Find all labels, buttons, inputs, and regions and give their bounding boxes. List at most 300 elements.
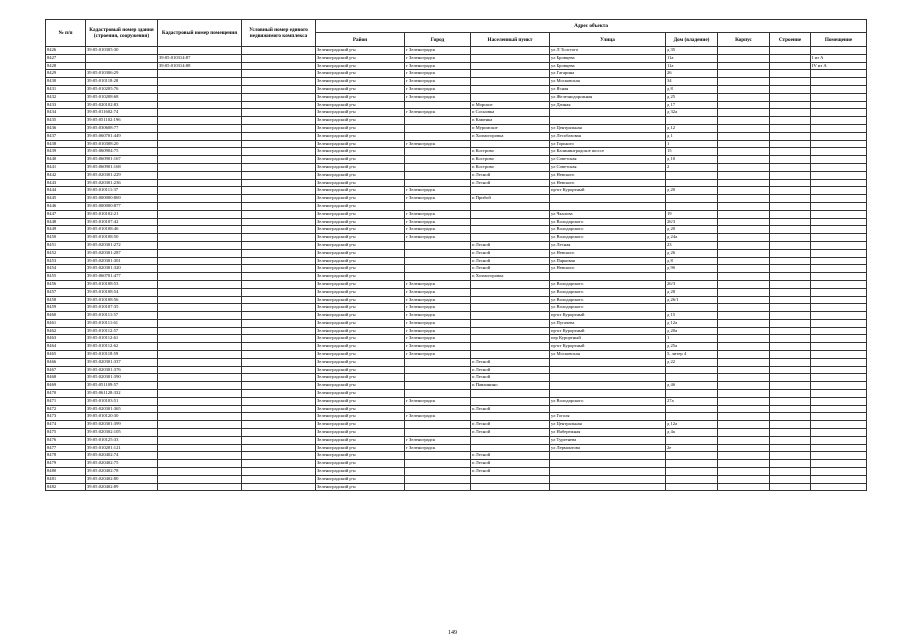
cell-pomeshchenie xyxy=(811,132,867,140)
table-row xyxy=(46,234,867,242)
cell-stroenie xyxy=(770,124,811,132)
cell-complex-number xyxy=(242,257,316,265)
cell-stroenie xyxy=(770,366,811,374)
cell-korpus xyxy=(718,210,770,218)
cell-stroenie xyxy=(770,327,811,335)
cell-cadastral-room xyxy=(158,444,242,452)
cell-cadastral-building: 39:05:010111:61 xyxy=(86,319,158,327)
cell-district: Зеленоградский р-н xyxy=(316,156,405,164)
cell-settlement xyxy=(471,47,550,55)
cell-district: Зеленоградский р-н xyxy=(316,171,405,179)
header-house: Дом (владение) xyxy=(666,33,718,47)
cell-stroenie xyxy=(770,234,811,242)
cell-city xyxy=(405,257,471,265)
cell-complex-number xyxy=(242,405,316,413)
cell-stroenie xyxy=(770,475,811,483)
cell-stroenie xyxy=(770,296,811,304)
cell-row-num: 8437 xyxy=(46,132,86,140)
cell-pomeshchenie xyxy=(811,85,867,93)
cell-settlement xyxy=(471,390,550,398)
cell-row-num: 8456 xyxy=(46,280,86,288)
cell-stroenie xyxy=(770,335,811,343)
cell-city: г Зеленоградск xyxy=(405,413,471,421)
cell-cadastral-building: 39:05:020402:89 xyxy=(86,483,158,491)
cell-complex-number xyxy=(242,140,316,148)
cell-cadastral-building: 39:05:060901:167 xyxy=(86,156,158,164)
cell-cadastral-room xyxy=(158,249,242,257)
cell-cadastral-room xyxy=(158,132,242,140)
cell-korpus xyxy=(718,54,770,62)
cell-row-num: 8447 xyxy=(46,210,86,218)
cell-korpus xyxy=(718,405,770,413)
cell-complex-number xyxy=(242,124,316,132)
cell-pomeshchenie xyxy=(811,327,867,335)
cell-korpus xyxy=(718,366,770,374)
cell-city: г Зеленоградск xyxy=(405,397,471,405)
cell-complex-number xyxy=(242,241,316,249)
cell-house xyxy=(666,117,718,125)
cell-street xyxy=(550,273,666,281)
cell-pomeshchenie xyxy=(811,257,867,265)
cell-stroenie xyxy=(770,218,811,226)
table-row xyxy=(46,280,867,288)
cell-pomeshchenie xyxy=(811,187,867,195)
header-cadastral-building: Кадастровый номер здания (строения, сооружения) xyxy=(86,20,158,47)
cell-cadastral-building: 39:05:020301:287 xyxy=(86,249,158,257)
cell-district: Зеленоградский р-н xyxy=(316,109,405,117)
cell-house xyxy=(666,436,718,444)
cell-cadastral-room xyxy=(158,374,242,382)
table-row xyxy=(46,187,867,195)
cell-house: 1 xyxy=(666,140,718,148)
cell-cadastral-room xyxy=(158,124,242,132)
cell-row-num: 8478 xyxy=(46,452,86,460)
cell-stroenie xyxy=(770,163,811,171)
cell-stroenie xyxy=(770,413,811,421)
cell-korpus xyxy=(718,421,770,429)
cell-settlement xyxy=(471,312,550,320)
cell-cadastral-room xyxy=(158,358,242,366)
cell-complex-number xyxy=(242,156,316,164)
cell-cadastral-building: 39:05:011602:74 xyxy=(86,109,158,117)
cell-cadastral-building: 39:05:051102:196 xyxy=(86,117,158,125)
table-row xyxy=(46,101,867,109)
cell-pomeshchenie xyxy=(811,397,867,405)
cell-pomeshchenie xyxy=(811,70,867,78)
cell-stroenie xyxy=(770,210,811,218)
cell-cadastral-room xyxy=(158,171,242,179)
header-korpus: Корпус xyxy=(718,33,770,47)
cell-house xyxy=(666,483,718,491)
table-header xyxy=(46,20,867,47)
table-row xyxy=(46,468,867,476)
cell-settlement: п Холмогоровка xyxy=(471,273,550,281)
cell-settlement: п Павлинино xyxy=(471,382,550,390)
cell-house xyxy=(666,374,718,382)
cell-house xyxy=(666,273,718,281)
cell-street: пр-кт Курортный xyxy=(550,187,666,195)
cell-korpus xyxy=(718,312,770,320)
cell-settlement xyxy=(471,351,550,359)
cell-complex-number xyxy=(242,421,316,429)
cell-settlement xyxy=(471,54,550,62)
cell-row-num: 8482 xyxy=(46,483,86,491)
cell-pomeshchenie xyxy=(811,140,867,148)
cell-row-num: 8469 xyxy=(46,382,86,390)
cell-korpus xyxy=(718,85,770,93)
cell-house: д 32а xyxy=(666,109,718,117)
cell-city xyxy=(405,475,471,483)
cell-city: г Зеленоградск xyxy=(405,444,471,452)
cell-cadastral-building: 39:05:010118:28 xyxy=(86,78,158,86)
cell-row-num: 8430 xyxy=(46,78,86,86)
cell-korpus xyxy=(718,241,770,249)
cell-row-num: 8443 xyxy=(46,179,86,187)
table-row xyxy=(46,265,867,273)
cell-house xyxy=(666,475,718,483)
cell-stroenie xyxy=(770,312,811,320)
cell-city xyxy=(405,117,471,125)
cell-complex-number xyxy=(242,436,316,444)
cell-city: г Зеленоградск xyxy=(405,47,471,55)
table-row xyxy=(46,117,867,125)
cell-pomeshchenie xyxy=(811,452,867,460)
cell-row-num: 8446 xyxy=(46,202,86,210)
cell-district: Зеленоградский р-н xyxy=(316,234,405,242)
cell-cadastral-building: 39:05:060901:168 xyxy=(86,163,158,171)
cell-settlement xyxy=(471,475,550,483)
cell-district: Зеленоградский р-н xyxy=(316,132,405,140)
cell-stroenie xyxy=(770,405,811,413)
cell-street: ул Лермонтова xyxy=(550,444,666,452)
cell-stroenie xyxy=(770,241,811,249)
cell-cadastral-room xyxy=(158,429,242,437)
cell-district: Зеленоградский р-н xyxy=(316,429,405,437)
cell-district: Зеленоградский р-н xyxy=(316,70,405,78)
cell-district: Зеленоградский р-н xyxy=(316,444,405,452)
cell-row-num: 8463 xyxy=(46,335,86,343)
cell-stroenie xyxy=(770,483,811,491)
cell-cadastral-building: 39:05:020301:301 xyxy=(86,257,158,265)
cell-cadastral-building: 39:05:000000:869 xyxy=(86,195,158,203)
cell-complex-number xyxy=(242,296,316,304)
cell-house xyxy=(666,179,718,187)
table-row xyxy=(46,444,867,452)
cell-district: Зеленоградский р-н xyxy=(316,210,405,218)
cell-cadastral-room xyxy=(158,304,242,312)
cell-district: Зеленоградский р-н xyxy=(316,374,405,382)
cell-house: д 24а xyxy=(666,234,718,242)
cell-cadastral-room xyxy=(158,234,242,242)
cell-pomeshchenie xyxy=(811,335,867,343)
cell-cadastral-room xyxy=(158,475,242,483)
cell-cadastral-building: 39:05:020102:83 xyxy=(86,101,158,109)
cell-district: Зеленоградский р-н xyxy=(316,179,405,187)
cell-pomeshchenie xyxy=(811,163,867,171)
cell-cadastral-building: 39:05:020402:75 xyxy=(86,460,158,468)
cell-district: Зеленоградский р-н xyxy=(316,343,405,351)
cell-city xyxy=(405,124,471,132)
cell-cadastral-room xyxy=(158,226,242,234)
cell-row-num: 8432 xyxy=(46,93,86,101)
cell-complex-number xyxy=(242,319,316,327)
cell-street xyxy=(550,117,666,125)
cell-cadastral-building: 39:05:010108:54 xyxy=(86,288,158,296)
cell-city: г Зеленоградск xyxy=(405,327,471,335)
cell-complex-number xyxy=(242,452,316,460)
cell-cadastral-building: 39:05:010107:35 xyxy=(86,304,158,312)
cell-korpus xyxy=(718,436,770,444)
cell-settlement xyxy=(471,483,550,491)
cell-cadastral-room xyxy=(158,47,242,55)
cell-district: Зеленоградский р-н xyxy=(316,312,405,320)
cell-complex-number xyxy=(242,382,316,390)
cell-korpus xyxy=(718,288,770,296)
cell-korpus xyxy=(718,319,770,327)
cell-street: ул Железнодорожная xyxy=(550,93,666,101)
cell-house: 11а xyxy=(666,62,718,70)
table-row xyxy=(46,218,867,226)
cell-stroenie xyxy=(770,397,811,405)
cell-street xyxy=(550,483,666,491)
cell-city: г Зеленоградск xyxy=(405,436,471,444)
cell-complex-number xyxy=(242,101,316,109)
cell-street: пр-кт Курортный xyxy=(550,327,666,335)
table-row xyxy=(46,343,867,351)
cell-house: д 26 xyxy=(666,249,718,257)
cell-cadastral-building: 39:05:010103:51 xyxy=(86,397,158,405)
cell-house: д 12 xyxy=(666,124,718,132)
cell-stroenie xyxy=(770,156,811,164)
cell-complex-number xyxy=(242,70,316,78)
cell-street xyxy=(550,358,666,366)
cell-settlement xyxy=(471,343,550,351)
cell-house: д 10 xyxy=(666,156,718,164)
cell-cadastral-building xyxy=(86,62,158,70)
cell-cadastral-building: 39:05:010208:68 xyxy=(86,93,158,101)
table-row xyxy=(46,358,867,366)
cell-settlement: п Каменка xyxy=(471,117,550,125)
cell-house: д 20 xyxy=(666,187,718,195)
cell-cadastral-building: 39:05:010112:57 xyxy=(86,327,158,335)
cell-complex-number xyxy=(242,179,316,187)
cell-street: пер Курортный xyxy=(550,335,666,343)
cell-district: Зеленоградский р-н xyxy=(316,124,405,132)
cell-street: ул Володарского xyxy=(550,226,666,234)
cell-house: д 26/1 xyxy=(666,296,718,304)
header-city: Город xyxy=(405,33,471,47)
cell-korpus xyxy=(718,171,770,179)
cell-city xyxy=(405,405,471,413)
cell-district: Зеленоградский р-н xyxy=(316,202,405,210)
cell-row-num: 8434 xyxy=(46,109,86,117)
cell-settlement: п Лесной xyxy=(471,257,550,265)
cell-district: Зеленоградский р-н xyxy=(316,62,405,70)
cell-district: Зеленоградский р-н xyxy=(316,265,405,273)
cell-korpus xyxy=(718,374,770,382)
cell-house xyxy=(666,468,718,476)
cell-district: Зеленоградский р-н xyxy=(316,327,405,335)
cell-korpus xyxy=(718,226,770,234)
cell-settlement xyxy=(471,187,550,195)
cell-house xyxy=(666,171,718,179)
cell-stroenie xyxy=(770,421,811,429)
cell-korpus xyxy=(718,195,770,203)
table-body xyxy=(46,47,867,491)
cell-city xyxy=(405,202,471,210)
cell-settlement: п Муромское xyxy=(471,124,550,132)
cell-city: г Зеленоградск xyxy=(405,93,471,101)
cell-house: д 8 xyxy=(666,257,718,265)
cell-city: г Зеленоградск xyxy=(405,304,471,312)
cell-korpus xyxy=(718,460,770,468)
table-row xyxy=(46,436,867,444)
cell-cadastral-room xyxy=(158,109,242,117)
table-row xyxy=(46,366,867,374)
cell-street xyxy=(550,195,666,203)
cell-settlement xyxy=(471,85,550,93)
cell-row-num: 8460 xyxy=(46,312,86,320)
cell-pomeshchenie xyxy=(811,101,867,109)
cell-stroenie xyxy=(770,109,811,117)
cell-settlement xyxy=(471,62,550,70)
cell-house: д 1 xyxy=(666,132,718,140)
cell-cadastral-room xyxy=(158,117,242,125)
cell-city xyxy=(405,358,471,366)
cell-pomeshchenie xyxy=(811,382,867,390)
cell-row-num: 8442 xyxy=(46,171,86,179)
cell-row-num: 8458 xyxy=(46,296,86,304)
cell-district: Зеленоградский р-н xyxy=(316,257,405,265)
cell-complex-number xyxy=(242,280,316,288)
cell-district: Зеленоградский р-н xyxy=(316,468,405,476)
cell-city xyxy=(405,101,471,109)
cell-settlement: п Лесной xyxy=(471,468,550,476)
cell-pomeshchenie xyxy=(811,156,867,164)
cell-district: Зеленоградский р-н xyxy=(316,358,405,366)
cell-cadastral-building: 39:05:051109:57 xyxy=(86,382,158,390)
cell-korpus xyxy=(718,187,770,195)
cell-pomeshchenie xyxy=(811,358,867,366)
cell-stroenie xyxy=(770,226,811,234)
table-row xyxy=(46,351,867,359)
cell-stroenie xyxy=(770,78,811,86)
cell-korpus xyxy=(718,101,770,109)
cell-settlement: п Лесной xyxy=(471,460,550,468)
cell-row-num: 8475 xyxy=(46,429,86,437)
cell-pomeshchenie xyxy=(811,124,867,132)
cell-stroenie xyxy=(770,257,811,265)
cell-korpus xyxy=(718,483,770,491)
cell-korpus xyxy=(718,343,770,351)
cell-cadastral-building: 39:05:010108:46 xyxy=(86,226,158,234)
cell-complex-number xyxy=(242,343,316,351)
cell-settlement: п Лесной xyxy=(471,405,550,413)
cell-settlement xyxy=(471,210,550,218)
cell-house xyxy=(666,304,718,312)
cell-korpus xyxy=(718,117,770,125)
cell-city: г Зеленоградск xyxy=(405,187,471,195)
cell-korpus xyxy=(718,475,770,483)
cell-cadastral-room xyxy=(158,156,242,164)
cell-cadastral-building: 39:05:020301:272 xyxy=(86,241,158,249)
cell-row-num: 8477 xyxy=(46,444,86,452)
cell-row-num: 8451 xyxy=(46,241,86,249)
cell-cadastral-building: 39:05:010306:29 xyxy=(86,70,158,78)
cell-stroenie xyxy=(770,436,811,444)
cell-street: ул Калининградское шоссе xyxy=(550,148,666,156)
cell-pomeshchenie xyxy=(811,351,867,359)
cell-korpus xyxy=(718,468,770,476)
cell-row-num: 8445 xyxy=(46,195,86,203)
cell-city xyxy=(405,382,471,390)
cell-district: Зеленоградский р-н xyxy=(316,475,405,483)
cell-korpus xyxy=(718,327,770,335)
cell-complex-number xyxy=(242,210,316,218)
cell-row-num: 8452 xyxy=(46,249,86,257)
cell-row-num: 8481 xyxy=(46,475,86,483)
cell-korpus xyxy=(718,265,770,273)
cell-row-num: 8440 xyxy=(46,156,86,164)
cell-settlement: п Кострово xyxy=(471,148,550,156)
cell-cadastral-room xyxy=(158,93,242,101)
cell-house: д 35 xyxy=(666,47,718,55)
cell-cadastral-room xyxy=(158,85,242,93)
cell-settlement: п Лесной xyxy=(471,429,550,437)
cell-row-num: 8476 xyxy=(46,436,86,444)
cell-korpus xyxy=(718,249,770,257)
cell-city xyxy=(405,483,471,491)
cell-pomeshchenie xyxy=(811,444,867,452)
cell-city: г Зеленоградск xyxy=(405,195,471,203)
cell-stroenie xyxy=(770,70,811,78)
cell-street: ул Парковая xyxy=(550,257,666,265)
cell-complex-number xyxy=(242,366,316,374)
cell-district: Зеленоградский р-н xyxy=(316,218,405,226)
cell-korpus xyxy=(718,444,770,452)
cell-cadastral-room xyxy=(158,202,242,210)
header-street: Улица xyxy=(550,33,666,47)
cell-complex-number xyxy=(242,187,316,195)
cell-cadastral-room xyxy=(158,452,242,460)
cell-row-num: 8441 xyxy=(46,163,86,171)
cell-cadastral-building: 39:05:010102:21 xyxy=(86,210,158,218)
cell-street: ул Московская xyxy=(550,78,666,86)
cell-cadastral-room xyxy=(158,366,242,374)
cell-cadastral-building xyxy=(86,54,158,62)
cell-district: Зеленоградский р-н xyxy=(316,382,405,390)
cell-district: Зеленоградский р-н xyxy=(316,148,405,156)
table-row xyxy=(46,460,867,468)
cell-stroenie xyxy=(770,132,811,140)
cell-cadastral-room xyxy=(158,195,242,203)
cell-pomeshchenie xyxy=(811,249,867,257)
cell-district: Зеленоградский р-н xyxy=(316,304,405,312)
cell-korpus xyxy=(718,358,770,366)
cell-complex-number xyxy=(242,226,316,234)
cell-street: ул Володарского xyxy=(550,280,666,288)
cell-street: ул Лесная xyxy=(550,241,666,249)
table-row xyxy=(46,296,867,304)
register-sheet xyxy=(45,19,866,491)
cell-street: ул Невского xyxy=(550,179,666,187)
cell-cadastral-room xyxy=(158,78,242,86)
cell-cadastral-room xyxy=(158,421,242,429)
cell-district: Зеленоградский р-н xyxy=(316,117,405,125)
cell-cadastral-room xyxy=(158,179,242,187)
cell-district: Зеленоградский р-н xyxy=(316,101,405,109)
cell-street xyxy=(550,366,666,374)
